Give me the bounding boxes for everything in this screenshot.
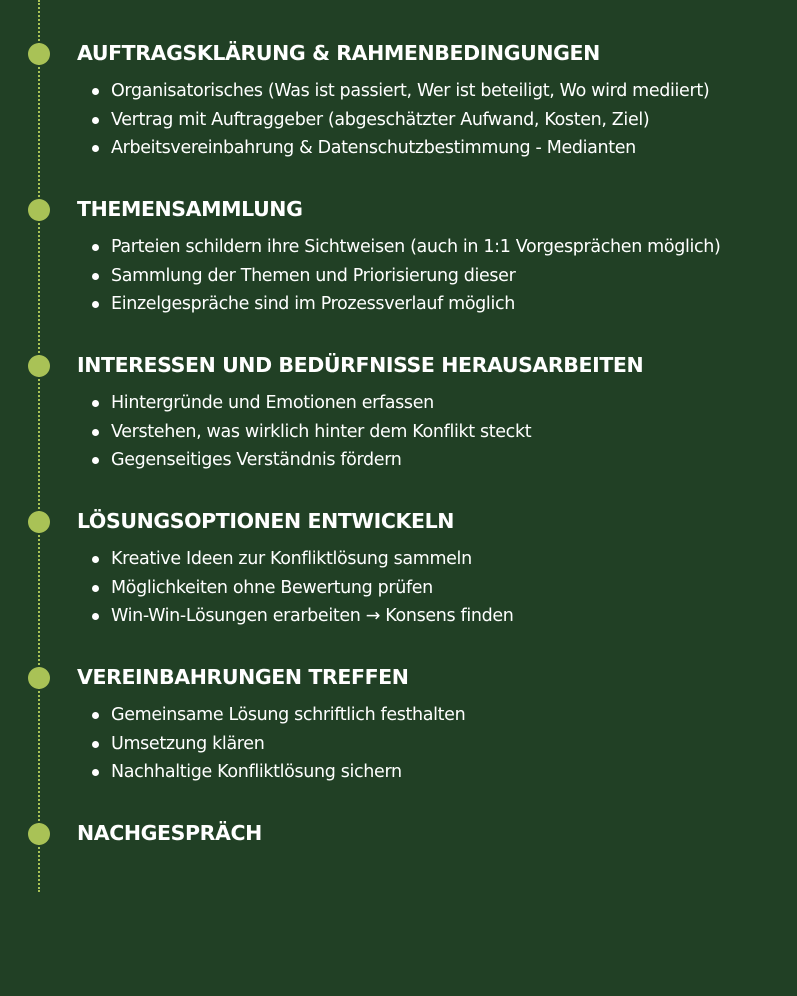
list-item: Einzelgespräche sind im Prozessverlauf möglich: [92, 290, 720, 319]
list-item: Vertrag mit Auftraggeber (abgeschätzter Aufwand, Kosten, Ziel): [92, 106, 709, 135]
bullet-list: [92, 233, 720, 319]
list-item: Umsetzung klären: [92, 730, 465, 759]
timeline-line: [38, 0, 40, 892]
list-item: Verstehen, was wirklich hinter dem Konflikt steckt: [92, 418, 531, 447]
bullet-list: [92, 77, 709, 163]
timeline-dot: [28, 199, 50, 221]
list-item: Parteien schildern ihre Sichtweisen (auch in 1:1 Vorgesprächen möglich): [92, 233, 720, 262]
list-item: Kreative Ideen zur Konfliktlösung sammeln: [92, 545, 514, 574]
list-item: Möglichkeiten ohne Bewertung prüfen: [92, 574, 514, 603]
step-title: AUFTRAGSKLÄRUNG & RAHMENBEDINGUNGEN: [77, 41, 600, 65]
step-title: LÖSUNGSOPTIONEN ENTWICKELN: [77, 509, 454, 533]
timeline-dot: [28, 823, 50, 845]
list-item: Nachhaltige Konfliktlösung sichern: [92, 758, 465, 787]
bullet-list: [92, 389, 531, 475]
list-item: Gemeinsame Lösung schriftlich festhalten: [92, 701, 465, 730]
bullet-list: [92, 701, 465, 787]
list-item: Organisatorisches (Was ist passiert, Wer ist beteiligt, Wo wird mediiert): [92, 77, 709, 106]
list-item: Arbeitsvereinbahrung & Datenschutzbestimmung - Medianten: [92, 134, 709, 163]
list-item: Hintergründe und Emotionen erfassen: [92, 389, 531, 418]
timeline-dot: [28, 511, 50, 533]
step-title: VEREINBAHRUNGEN TREFFEN: [77, 665, 409, 689]
bullet-list: [92, 545, 514, 631]
step-title: THEMENSAMMLUNG: [77, 197, 303, 221]
timeline-dot: [28, 667, 50, 689]
step-title: NACHGESPRÄCH: [77, 821, 262, 845]
list-item: Sammlung der Themen und Priorisierung dieser: [92, 262, 720, 291]
step-title: INTERESSEN UND BEDÜRFNISSE HERAUSARBEITEN: [77, 353, 644, 377]
timeline-dot: [28, 43, 50, 65]
list-item: Win-Win-Lösungen erarbeiten → Konsens finden: [92, 602, 514, 631]
timeline-dot: [28, 355, 50, 377]
list-item: Gegenseitiges Verständnis fördern: [92, 446, 531, 475]
